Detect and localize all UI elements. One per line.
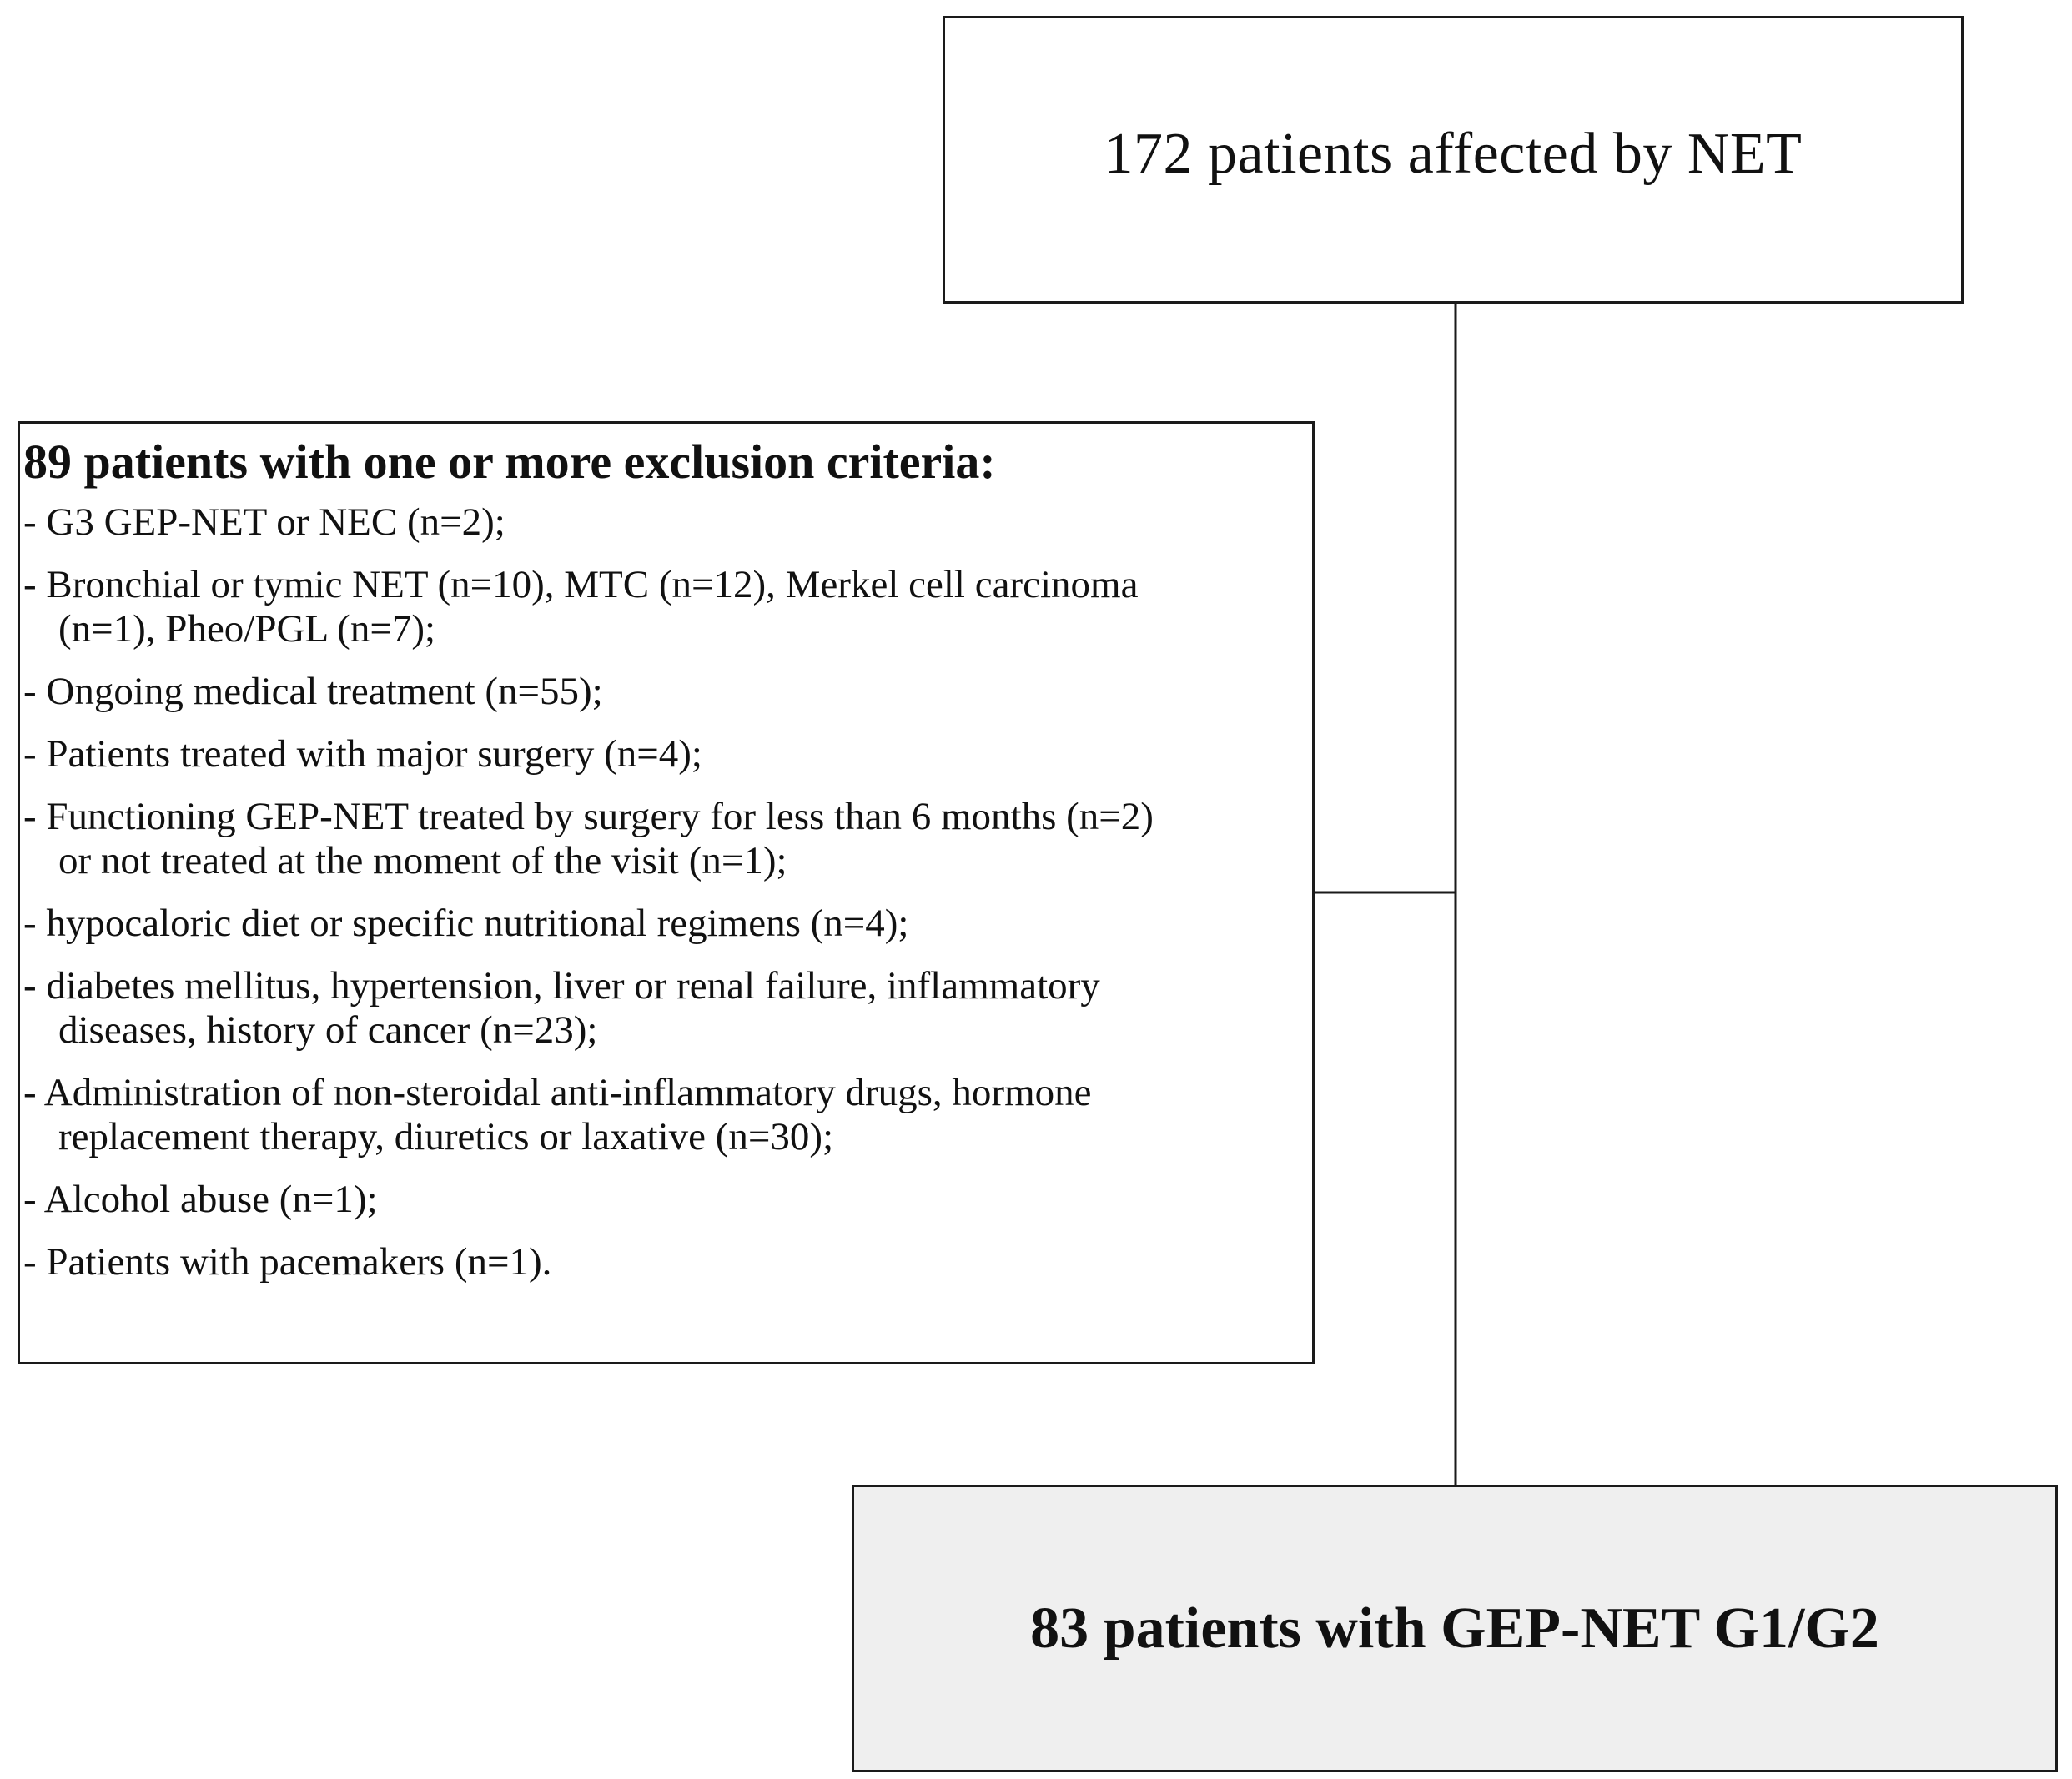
criterion-line: - G3 GEP-NET or NEC (n=2);	[23, 500, 505, 544]
criterion-item	[23, 670, 1304, 714]
criterion-line-continued: replacement therapy, diuretics or laxative (n=30);	[58, 1115, 834, 1158]
included-patients-text: 83 patients with GEP-NET G1/G2	[1030, 1596, 1879, 1661]
criterion-item	[23, 964, 1304, 1053]
total-patients-box	[943, 16, 1964, 304]
total-patients-text: 172 patients affected by NET	[1104, 121, 1803, 186]
criterion-item	[23, 1240, 1304, 1284]
criterion-item	[23, 795, 1304, 883]
included-patients-box	[852, 1485, 2058, 1772]
criterion-line: - Bronchial or tymic NET (n=10), MTC (n=12), Merkel cell carcinoma	[23, 563, 1139, 606]
criterion-line: - hypocaloric diet or specific nutritional regimens (n=4);	[23, 902, 909, 945]
criterion-item	[23, 500, 1304, 545]
criterion-line: - Ongoing medical treatment (n=55);	[23, 670, 603, 713]
criterion-line: - Patients treated with major surgery (n=4);	[23, 732, 702, 776]
criterion-line: - diabetes mellitus, hypertension, liver or renal failure, inflammatory	[23, 964, 1100, 1008]
criterion-item	[23, 563, 1304, 651]
criterion-line-continued: or not treated at the moment of the visit (n=1);	[58, 839, 787, 882]
criterion-line-continued: (n=1), Pheo/PGL (n=7);	[58, 607, 436, 651]
criterion-item	[23, 1071, 1304, 1159]
exclusion-criteria-list	[23, 500, 1304, 1284]
criterion-line: - Patients with pacemakers (n=1).	[23, 1240, 552, 1284]
criterion-item	[23, 1178, 1304, 1222]
criterion-line: - Alcohol abuse (n=1);	[23, 1178, 378, 1221]
criterion-line-continued: diseases, history of cancer (n=23);	[58, 1008, 598, 1052]
criterion-line: - Administration of non-steroidal anti-inflammatory drugs, hormone	[23, 1071, 1092, 1114]
criterion-line: - Functioning GEP-NET treated by surgery for less than 6 months (n=2)	[23, 795, 1154, 838]
criterion-item	[23, 902, 1304, 946]
criterion-item	[23, 732, 1304, 776]
exclusion-criteria-box	[18, 421, 1315, 1364]
exclusion-heading: 89 patients with one or more exclusion criteria:	[23, 435, 996, 489]
